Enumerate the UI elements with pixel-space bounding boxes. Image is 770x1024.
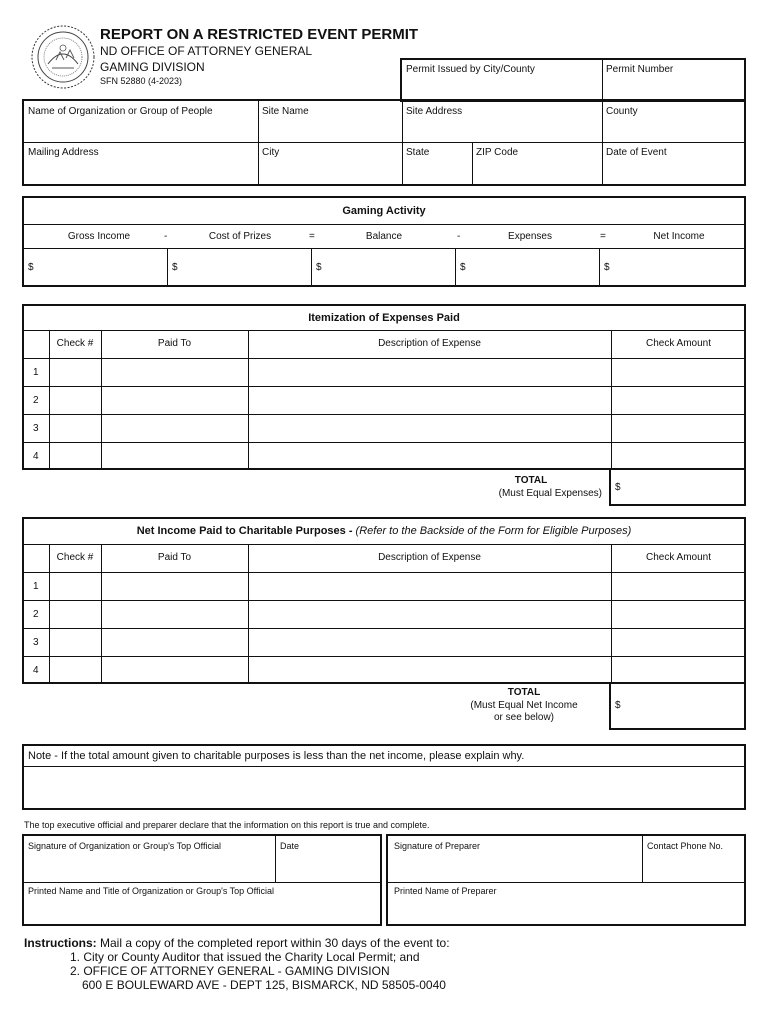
contact-phone-label: Contact Phone No. — [647, 841, 724, 851]
balance-label: Balance — [365, 231, 403, 242]
gaming-activity-box — [22, 196, 746, 287]
office-name: ND OFFICE OF ATTORNEY GENERAL — [100, 44, 313, 58]
col-description: Description of Expense — [378, 338, 481, 349]
instructions-address: 600 E BOULEWARD AVE - DEPT 125, BISMARCK, ND 58505-0040 — [82, 978, 446, 992]
gaming-activity-title: Gaming Activity — [342, 205, 426, 217]
city-label: City — [262, 147, 280, 158]
division-name: GAMING DIVISION — [100, 60, 205, 74]
row-number: 4 — [33, 665, 39, 676]
net-income-label: Net Income — [653, 231, 705, 242]
form-title: REPORT ON A RESTRICTED EVENT PERMIT — [100, 26, 419, 43]
declaration-text: The top executive official and preparer declare that the information on this report is true and complete. — [24, 820, 430, 830]
row-number: 1 — [33, 581, 39, 592]
printed-preparer-label: Printed Name of Preparer — [394, 886, 497, 896]
row-number: 3 — [33, 423, 39, 434]
equals-sign: = — [600, 231, 606, 242]
col-check-number: Check # — [56, 552, 94, 563]
preparer-signature-label: Signature of Preparer — [394, 841, 481, 851]
official-signature-box — [22, 834, 382, 926]
balance-field[interactable]: $ — [316, 262, 322, 273]
charitable-title-italic: (Refer to the Backside of the Form for Eligible Purposes) — [355, 525, 632, 537]
total-label: TOTAL — [507, 687, 541, 698]
itemization-total-label — [460, 475, 602, 499]
net-income-field[interactable]: $ — [604, 262, 610, 273]
date-label: Date — [280, 841, 300, 851]
col-description: Description of Expense — [378, 552, 481, 563]
dollar-sign: $ — [615, 700, 621, 711]
row-number: 4 — [33, 451, 39, 462]
date-of-event-label: Date of Event — [606, 147, 667, 158]
instructions-text: Mail a copy of the completed report within 30 days of the event to: — [100, 936, 450, 950]
row-number: 3 — [33, 637, 39, 648]
col-check-amount: Check Amount — [645, 338, 712, 349]
county-label: County — [606, 106, 638, 117]
gross-income-label: Gross Income — [67, 231, 131, 242]
instructions-line — [24, 936, 450, 950]
itemization-table — [22, 304, 746, 470]
total-label: TOTAL — [514, 475, 548, 486]
col-check-number: Check # — [56, 338, 94, 349]
total-note: (Must Equal Expenses) — [498, 488, 602, 499]
charitable-title-bold: Net Income Paid to Charitable Purposes - — [136, 525, 356, 537]
organization-info-box — [22, 99, 746, 186]
equals-sign: = — [309, 231, 315, 242]
gross-income-field[interactable]: $ — [28, 262, 34, 273]
permit-number-label: Permit Number — [606, 64, 674, 75]
state-label: State — [406, 147, 430, 158]
row-number: 1 — [33, 367, 39, 378]
site-name-label: Site Name — [262, 106, 309, 117]
row-number: 2 — [33, 609, 39, 620]
instructions-label: Instructions: — [24, 936, 97, 950]
col-paid-to: Paid To — [157, 338, 192, 349]
charitable-total-label — [440, 687, 608, 723]
org-name-label: Name of Organization or Group of People — [28, 106, 213, 117]
itemization-title: Itemization of Expenses Paid — [308, 312, 460, 324]
col-check-amount: Check Amount — [645, 552, 712, 563]
minus-sign: - — [457, 231, 461, 242]
permit-issued-label: Permit Issued by City/County — [406, 64, 535, 75]
note-text: Note - If the total amount given to charitable purposes is less than the net income, please explain why. — [28, 750, 525, 762]
expenses-field[interactable]: $ — [460, 262, 466, 273]
charitable-table — [22, 517, 746, 684]
form-number: SFN 52880 (4-2023) — [100, 76, 183, 86]
expenses-label: Expenses — [508, 231, 552, 242]
permit-box — [400, 58, 746, 102]
printed-official-label: Printed Name and Title of Organization or Group's Top Official — [28, 886, 275, 896]
instructions-item-2: 2. OFFICE OF ATTORNEY GENERAL - GAMING DIVISION — [70, 964, 390, 978]
site-address-label: Site Address — [406, 106, 463, 117]
state-seal — [30, 24, 96, 90]
preparer-signature-box — [386, 834, 746, 926]
official-signature-label: Signature of Organization or Group's Top Official — [28, 841, 221, 851]
col-paid-to: Paid To — [157, 552, 192, 563]
charitable-title — [24, 525, 744, 537]
instructions-item-1: 1. City or County Auditor that issued the Charity Local Permit; and — [70, 950, 420, 964]
total-note: (Must Equal Net Income — [470, 700, 578, 711]
minus-sign: - — [164, 231, 168, 242]
cost-of-prizes-label: Cost of Prizes — [208, 231, 272, 242]
cost-of-prizes-field[interactable]: $ — [172, 262, 178, 273]
zip-label: ZIP Code — [476, 147, 519, 158]
itemization-total-field[interactable] — [609, 468, 746, 506]
charitable-total-field[interactable] — [609, 682, 746, 730]
note-box[interactable] — [22, 744, 746, 810]
row-number: 2 — [33, 395, 39, 406]
mailing-address-label: Mailing Address — [28, 147, 99, 158]
dollar-sign: $ — [615, 482, 621, 493]
total-note: or see below) — [493, 712, 555, 723]
